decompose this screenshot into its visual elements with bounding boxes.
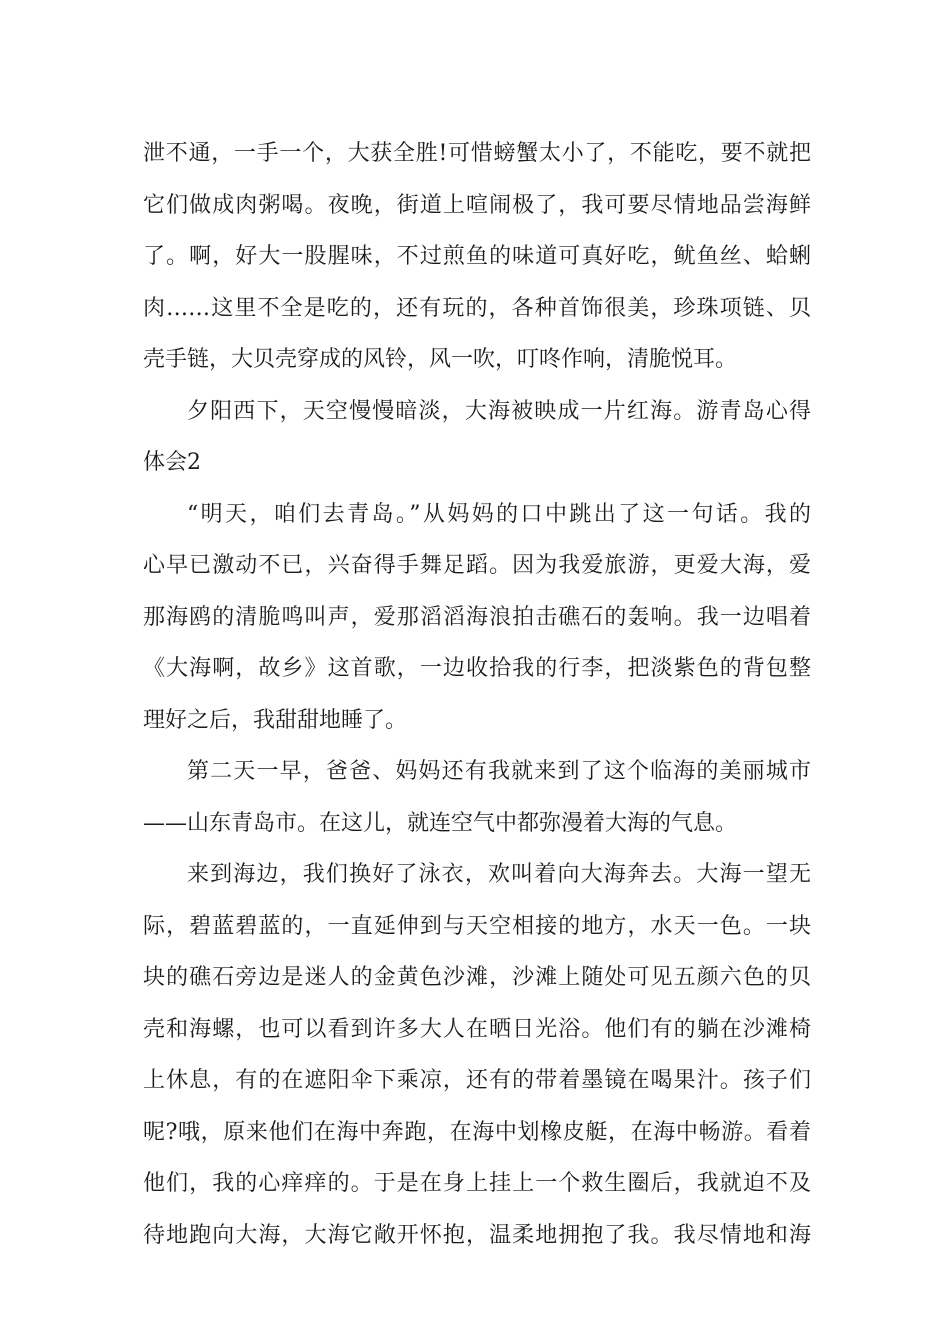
body-text: [143, 128, 811, 1261]
text-line: 心早已激动不已，兴奋得手舞足蹈。因为我爱旅游，更爱大海，爱: [143, 553, 811, 578]
text-line: 待地跑向大海，大海它敞开怀抱，温柔地拥抱了我。我尽情地和海: [143, 1222, 811, 1248]
text-line: 上休息，有的在遮阳伞下乘凉，还有的带着墨镜在喝果汁。孩子们: [143, 1068, 811, 1093]
paragraph-start-line: 夕阳西下，天空慢慢暗淡，大海被映成一片红海。游青岛心得: [187, 398, 811, 424]
text-line: 壳和海螺，也可以看到许多大人在晒日光浴。他们有的躺在沙滩椅: [143, 1016, 811, 1042]
section-heading-line: 体会2: [143, 450, 201, 475]
text-line: 肉……这里不全是吃的，还有玩的，各种首饰很美，珍珠项链、贝: [143, 295, 811, 321]
text-line: 际，碧蓝碧蓝的，一直延伸到与天空相接的地方，水天一色。一块: [143, 913, 811, 939]
text-line: 块的礁石旁边是迷人的金黄色沙滩，沙滩上随处可见五颜六色的贝: [143, 965, 811, 990]
text-line: 理好之后，我甜甜地睡了。: [143, 707, 408, 733]
text-line: 了。啊，好大一股腥味，不过煎鱼的味道可真好吃，鱿鱼丝、蛤蜊: [143, 244, 811, 269]
text-line: 他们，我的心痒痒的。于是在身上挂上一个救生圈后，我就迫不及: [143, 1171, 811, 1196]
text-line: ——山东青岛市。在这儿，就连空气中都弥漫着大海的气息。: [143, 810, 738, 836]
paragraph-start-line: 来到海边，我们换好了泳衣，欢叫着向大海奔去。大海一望无: [187, 862, 811, 887]
text-line: 呢?哦，原来他们在海中奔跑，在海中划橡皮艇，在海中畅游。看着: [143, 1119, 811, 1145]
paragraph-start-line: “明天，咱们去青岛。”从妈妈的口中跳出了这一句话。我的: [187, 501, 811, 527]
text-line: 《大海啊，故乡》这首歌，一边收拾我的行李，把淡紫色的背包整: [143, 656, 811, 681]
text-line: 泄不通，一手一个，大获全胜!可惜螃蟹太小了，不能吃，要不就把: [143, 141, 811, 166]
paragraph-start-line: 第二天一早，爸爸、妈妈还有我就来到了这个临海的美丽城市: [187, 759, 811, 784]
text-line: 壳手链，大贝壳穿成的风铃，风一吹，叮咚作响，清脆悦耳。: [143, 347, 738, 372]
text-line: 它们做成肉粥喝。夜晚，街道上喧闹极了，我可要尽情地品尝海鲜: [143, 192, 811, 218]
text-line: 那海鸥的清脆鸣叫声，爱那滔滔海浪拍击礁石的轰响。我一边唱着: [143, 604, 811, 630]
